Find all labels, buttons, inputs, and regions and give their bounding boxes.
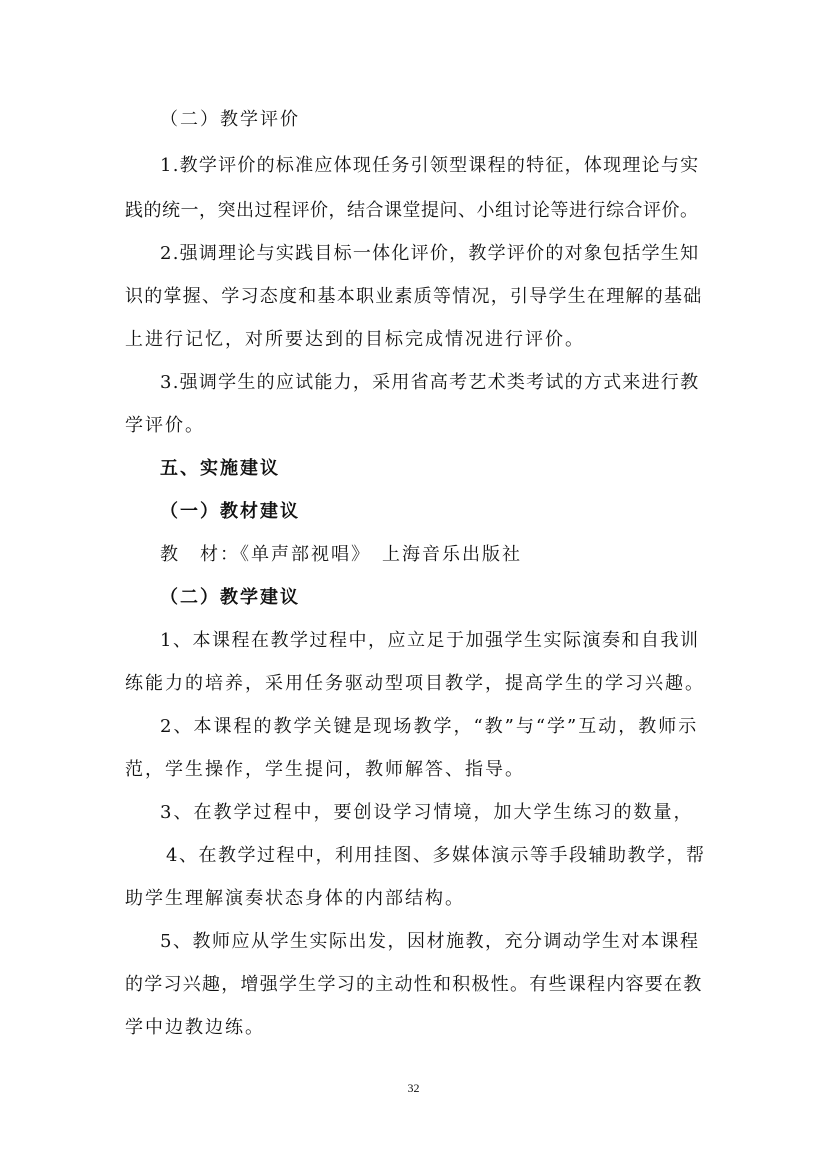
paragraph-line: 3.强调学生的应试能力，采用省高考艺术类考试的方式来进行教 — [160, 372, 700, 393]
paragraph-line: 范，学生操作，学生提问，教师解答、指导。 — [125, 759, 525, 780]
subsection-heading-teaching-advice: （二）教学建议 — [160, 587, 300, 608]
textbook-line: 教 材：《单声部视唱》 上海音乐出版社 — [160, 544, 522, 565]
paragraph-line: 1、本课程在教学过程中，应立足于加强学生实际演奏和自我训 — [160, 630, 700, 651]
paragraph-line: 上进行记忆，对所要达到的目标完成情况进行评价。 — [125, 329, 585, 350]
paragraph-line: 2、本课程的教学关键是现场教学，“教”与“学”互动，教师示 — [160, 716, 699, 737]
paragraph-line: 学评价。 — [125, 415, 205, 436]
paragraph-line: 1.教学评价的标准应体现任务引领型课程的特征，体现理论与实 — [160, 155, 700, 176]
paragraph-line: 2.强调理论与实践目标一体化评价，教学评价的对象包括学生知 — [160, 243, 700, 264]
paragraph-line: 练能力的培养，采用任务驱动型项目教学，提高学生的学习兴趣。 — [125, 673, 705, 694]
paragraph-line: 3、在教学过程中，要创设学习情境，加大学生练习的数量， — [160, 802, 694, 823]
paragraph-line: 学中边教边练。 — [125, 1017, 265, 1038]
subsection-heading-textbook: （一）教材建议 — [160, 501, 300, 522]
section-heading-implementation: 五、实施建议 — [160, 458, 280, 479]
section-heading-teaching-evaluation: （二）教学评价 — [160, 109, 300, 130]
paragraph-line: 助学生理解演奏状态身体的内部结构。 — [125, 888, 465, 909]
paragraph-line: 的学习兴趣，增强学生学习的主动性和积极性。有些课程内容要在教 — [125, 974, 703, 995]
paragraph-line: 识的掌握、学习态度和基本职业素质等情况，引导学生在理解的基础 — [125, 286, 703, 307]
paragraph-line: 践的统一，突出过程评价，结合课堂提问、小组讨论等进行综合评价。 — [125, 200, 699, 221]
paragraph-line: 4、在教学过程中，利用挂图、多媒体演示等手段辅助教学，帮 — [166, 845, 706, 866]
page-number: 32 — [407, 1081, 420, 1095]
paragraph-line: 5、教师应从学生实际出发，因材施教，充分调动学生对本课程 — [160, 931, 700, 952]
